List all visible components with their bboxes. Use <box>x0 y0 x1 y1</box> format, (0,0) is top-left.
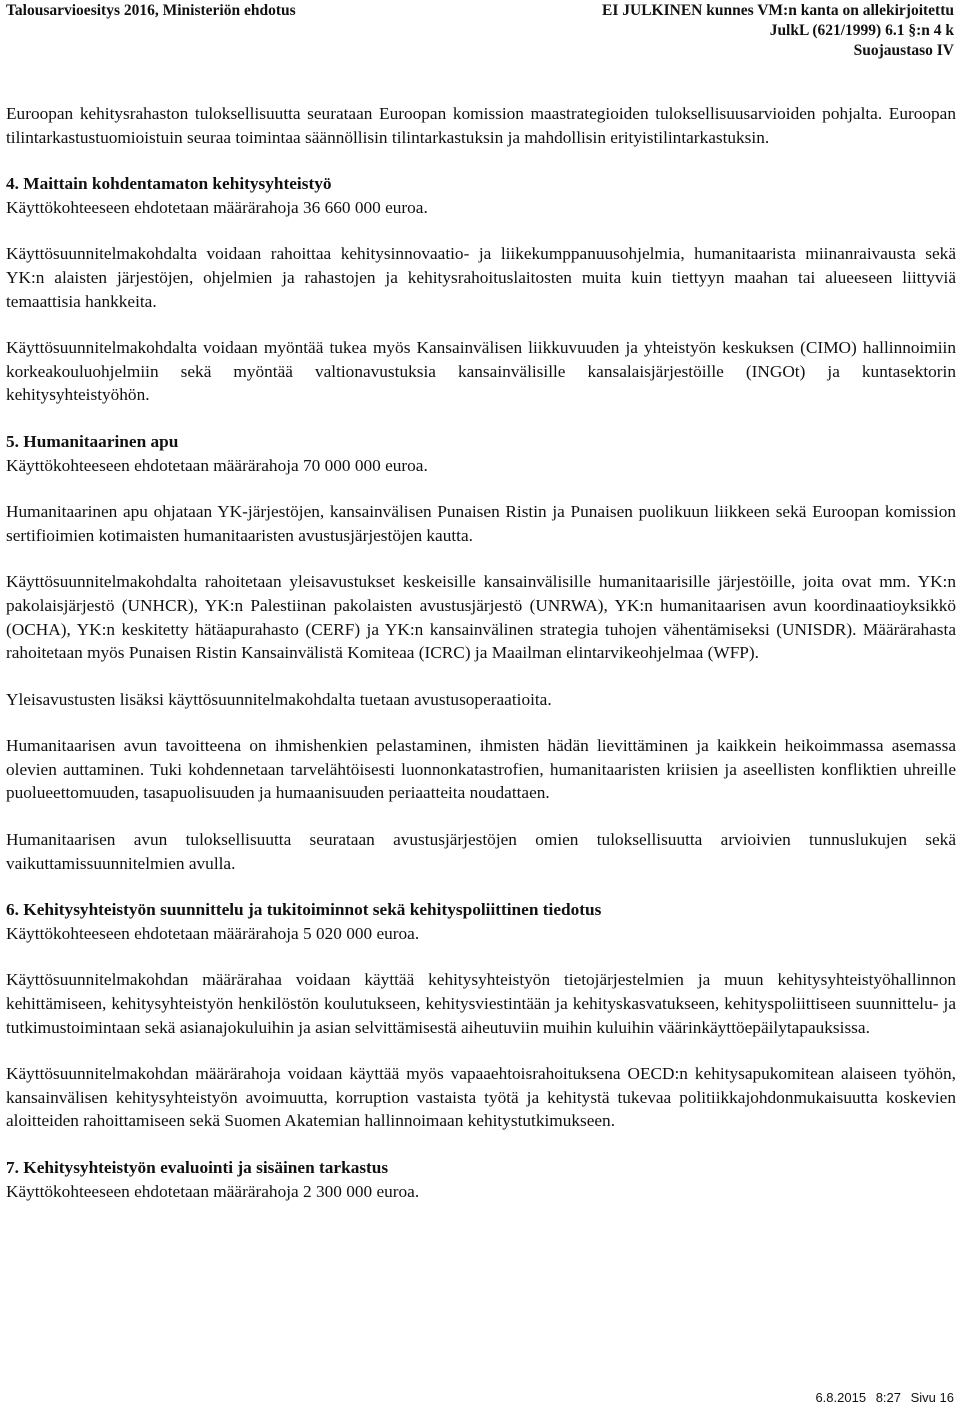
section-title: 7. Kehitysyhteistyön evaluointi ja sisäinen tarkastus <box>6 1158 389 1177</box>
section-title: 6. Kehitysyhteistyön suunnittelu ja tukitoiminnot sekä kehityspoliittinen tiedotus <box>6 900 602 920</box>
section-title: 5. Humanitaarinen apu <box>6 431 179 451</box>
paragraph: Käyttösuunnitelmakohdan määrärahoja voidaan käyttää myös vapaaehtoisrahoituksena OECD:n kehitysapukomitean alaiseen työhön, kansainvälisen kehitysyhteistyön avoimuutta, korruption vastaista työtä ja kehitystä tukevaa politiikkajohdonmukaisuutta koskevien aloitteiden rahoittamiseen sekä Suomen Akatemian hallinnoimaan kehitystutkimukseen. <box>6 1064 956 1131</box>
footer-time: 8:27 <box>875 1390 901 1405</box>
document-body <box>6 102 956 1203</box>
page-footer <box>815 1390 954 1406</box>
paragraph: Käyttösuunnitelmakohdalta rahoitetaan yleisavustukset keskeisille kansainvälisille humanitaarisille järjestöille, joita ovat mm. YK:n pakolaisjärjestö (UNHCR), YK:n Palestiinan pakolaisten avustusjärjestö (UNRWA), YK:n humanitaarisen avun koordinaatioyksikkö (OCHA), YK:n keskitetty hätäapurahasto (CERF) ja YK:n kansainvälinen strategia tuhojen vähentämiseksi (UNISDR). Määrärahasta rahoitetaan myös Punaisen Ristin Kansainvälistä Komiteaa (ICRC) ja Maailman elintarvikeohjelmaa (WFP). <box>6 572 956 663</box>
paragraph: Yleisavustusten lisäksi käyttösuunnitelmakohdalta tuetaan avustusoperaatioita. <box>6 689 552 709</box>
footer-date: 6.8.2015 <box>815 1390 867 1405</box>
section-7-heading <box>6 1156 956 1203</box>
section-6-heading <box>6 898 956 945</box>
section-appropriation: Käyttökohteeseen ehdotetaan määrärahoja 70 000 000 euroa. <box>6 455 428 475</box>
paragraph: Euroopan kehitysrahaston tuloksellisuutta seurataan Euroopan komission maastrategioiden tuloksellisuusarvioiden pohjalta. Euroopan tilintarkastustuomioistuin seuraa toimintaa säännöllisin tilintarkastuksin ja mahdollisin erityistilintarkastuksin. <box>6 104 956 147</box>
header-classification-line: Suojaustaso IV <box>853 42 954 59</box>
paragraph: Humanitaarisen avun tuloksellisuutta seurataan avustusjärjestöjen omien tuloksellisuutta arvioivien tunnuslukujen sekä vaikuttamissuunnitelmien avulla. <box>6 830 956 873</box>
header-classification <box>602 1 954 61</box>
footer-page-number: Sivu 16 <box>910 1390 954 1405</box>
section-appropriation: Käyttökohteeseen ehdotetaan määrärahoja 2 300 000 euroa. <box>6 1181 420 1201</box>
section-title: 4. Maittain kohdentamaton kehitysyhteistyö <box>6 174 332 194</box>
paragraph: Humanitaarisen avun tavoitteena on ihmishenkien pelastaminen, ihmisten hädän lievittäminen ja kaikkein heikoimmassa asemassa olevien auttaminen. Tuki kohdennetaan tarvelähtöisesti luonnonkatastrofien, humanitaaristen kriisien ja aseellisten konfliktien uhreille puolueettomuuden, tasapuolisuuden ja humaanisuuden periaatteita noudattaen. <box>6 736 956 803</box>
header-classification-line: JulkL (621/1999) 6.1 §:n 4 k <box>769 22 954 39</box>
paragraph: Käyttösuunnitelmakohdan määrärahaa voidaan käyttää kehitysyhteistyön tietojärjestelmien ja muun kehitysyhteistyöhallinnon kehittämiseen, kehitysyhteistyön henkilöstön koulutukseen, kehitysviestintään ja kehityskasvatukseen, kehityspoliittiseen suunnittelu- ja tutkimustoimintaan sekä asianajokuluihin ja asian selvittämisestä aiheutuviin muihin kuluihin väärinkäyttöepäilytapauksissa. <box>6 970 956 1037</box>
section-4-heading <box>6 172 956 219</box>
paragraph: Käyttösuunnitelmakohdalta voidaan rahoittaa kehitysinnovaatio- ja liikekumppanuusohjelmia, humanitaarista miinanraivausta sekä YK:n alaisten järjestöjen, ohjelmien ja rahastojen ja kehitysrahoituslaitosten muita kuin tiettyyn maahan tai alueeseen liittyviä temaattisia hankkeita. <box>6 244 956 311</box>
section-appropriation: Käyttökohteeseen ehdotetaan määrärahoja 5 020 000 euroa. <box>6 923 420 943</box>
paragraph: Humanitaarinen apu ohjataan YK-järjestöjen, kansainvälisen Punaisen Ristin ja Punaisen puolikuun liikkeen sekä Euroopan komission sertifioimien kotimaisten humanitaaristen avustusjärjestöjen kautta. <box>6 502 956 545</box>
paragraph: Käyttösuunnitelmakohdalta voidaan myöntää tukea myös Kansainvälisen liikkuvuuden ja yhteistyön keskuksen (CIMO) hallinnoimiin korkeakouluohjelmiin sekä myöntää valtionavustuksia kansainvälisille kansalaisjärjestöille (INGOt) ja kuntasektorin kehitysyhteistyöhön. <box>6 338 956 405</box>
header-classification-line: EI JULKINEN kunnes VM:n kanta on allekirjoitettu <box>602 2 954 19</box>
section-5-heading <box>6 430 956 477</box>
header-title: Talousarvioesitys 2016, Ministeriön ehdotus <box>6 2 296 19</box>
section-appropriation: Käyttökohteeseen ehdotetaan määrärahoja 36 660 000 euroa. <box>6 197 428 217</box>
